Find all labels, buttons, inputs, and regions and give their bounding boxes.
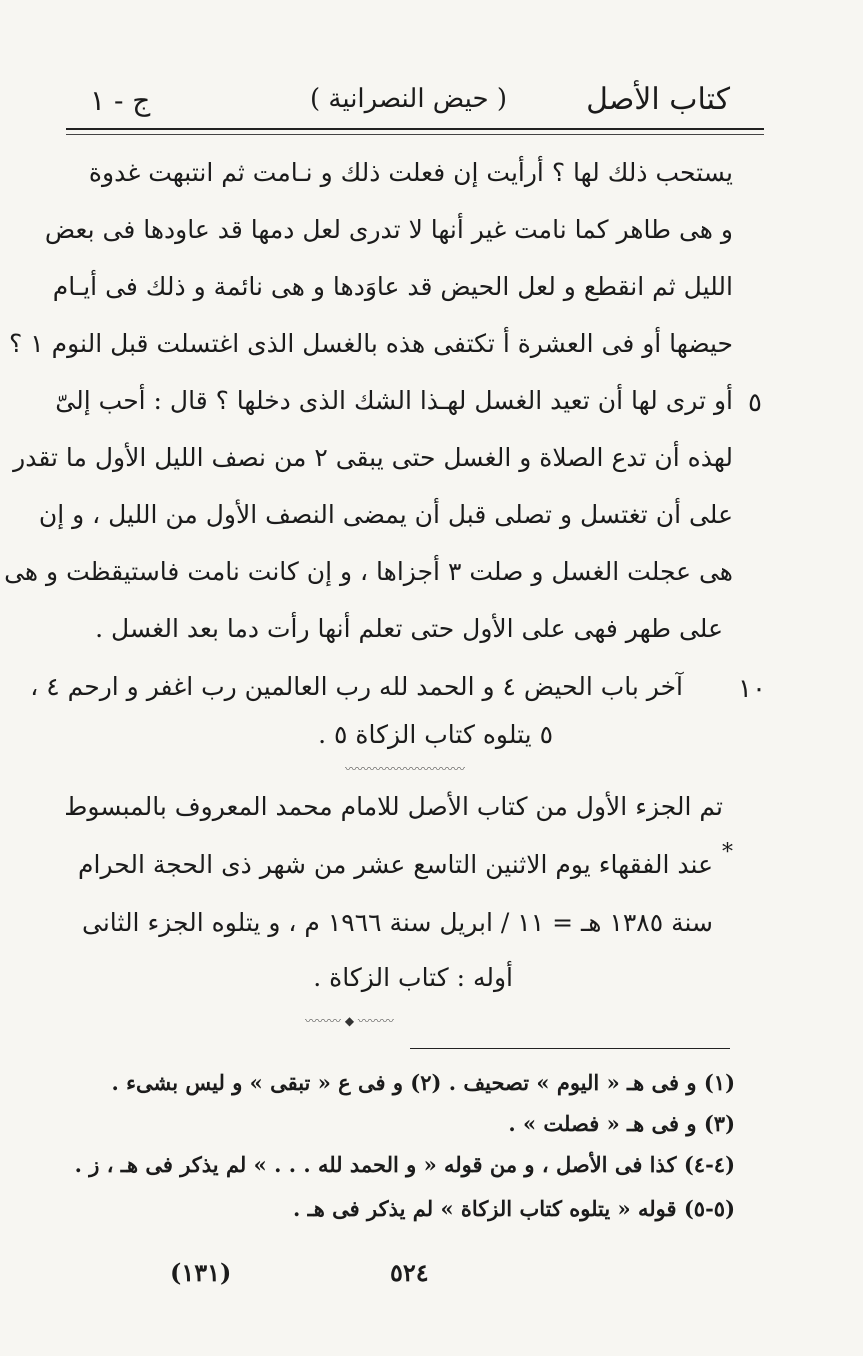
footnote: (٣) و فى هـ « فصلت » . <box>508 1111 735 1136</box>
body-line: على أن تغتسل و تصلى قبل أن يمضى النصف الأول من الليل ، و إن <box>38 500 733 529</box>
header-rule <box>66 128 764 130</box>
section-title: ( حيض النصرانية ) <box>310 84 507 114</box>
closing-line: آخر باب الحيض ٤ و الحمد لله رب العالمين رب اغفر و ارحم ٤ ، <box>30 672 683 701</box>
colophon-star: * <box>722 840 733 865</box>
closing-line-2: ٥ يتلوه كتاب الزكاة ٥ . <box>318 720 553 749</box>
body-line: الليل ثم انقطع و لعل الحيض قد عاوَدها و هى نائمة و ذلك فى أيـام <box>52 272 733 301</box>
footnote-rule <box>410 1048 730 1049</box>
colophon-line: عند الفقهاء يوم الاثنين التاسع عشر من شهر ذى الحجة الحرام <box>78 850 713 879</box>
body-line: لهذه أن تدع الصلاة و الغسل حتى يبقى ٢ من نصف الليل الأول ما تقدر <box>13 443 733 472</box>
body-line: حيضها أو فى العشرة أ تكتفى هذه بالغسل الذى اغتسلت قبل النوم ١ ؟ <box>9 329 733 358</box>
original-page-number: (١٣١) <box>170 1258 232 1287</box>
footnote: (٥-٥) قوله « يتلوه كتاب الزكاة » لم يذكر فى هـ . <box>293 1196 735 1221</box>
ornament-divider: 〰〰〰〰〰〰〰〰〰〰 <box>345 762 466 776</box>
body-line: أو ترى لها أن تعيد الغسل لهـذا الشك الذى دخلها ؟ قال : أحب إلىّ <box>55 386 733 415</box>
footnote: (٤-٤) كذا فى الأصل ، و من قوله « و الحمد لله . . . » لم يذكر فى هـ ، ز . <box>74 1152 735 1177</box>
body-line: على طهر فهى على الأول حتى تعلم أنها رأت دما بعد الغسل . <box>95 614 723 643</box>
body-line: هى عجلت الغسل و صلت ٣ أجزاها ، و إن كانت نامت فاستيقظت و هى <box>4 557 733 586</box>
ornament-end: 〰〰〰 ◆ 〰〰〰 <box>305 1014 394 1028</box>
line-number-10: ١٠ <box>738 674 766 704</box>
body-line: يستحب ذلك لها ؟ أرأيت إن فعلت ذلك و نـامت ثم انتبهت غدوة <box>88 158 733 187</box>
body-line: و هى طاهر كما نامت غير أنها لا تدرى لعل دمها قد عاودها فى بعض <box>44 215 733 244</box>
running-header <box>70 78 730 122</box>
footnote: (١) و فى هـ « اليوم » تصحيف . (٢) و فى ع « تبقى » و ليس بشىء . <box>111 1070 735 1095</box>
page-number: ٥٢٤ <box>390 1258 429 1287</box>
header-rule-thin <box>66 134 764 135</box>
book-title: كتاب الأصل <box>586 82 730 117</box>
line-number-5: ٥ <box>748 388 762 418</box>
colophon-line: أوله : كتاب الزكاة . <box>313 963 513 992</box>
volume-label: ج - ١ <box>90 84 151 117</box>
colophon-line: تم الجزء الأول من كتاب الأصل للامام محمد المعروف بالمبسوط <box>64 792 723 821</box>
colophon-line: سنة ١٣٨٥ هـ = ١١ / ابريل سنة ١٩٦٦ م ، و يتلوه الجزء الثانى <box>81 908 713 937</box>
